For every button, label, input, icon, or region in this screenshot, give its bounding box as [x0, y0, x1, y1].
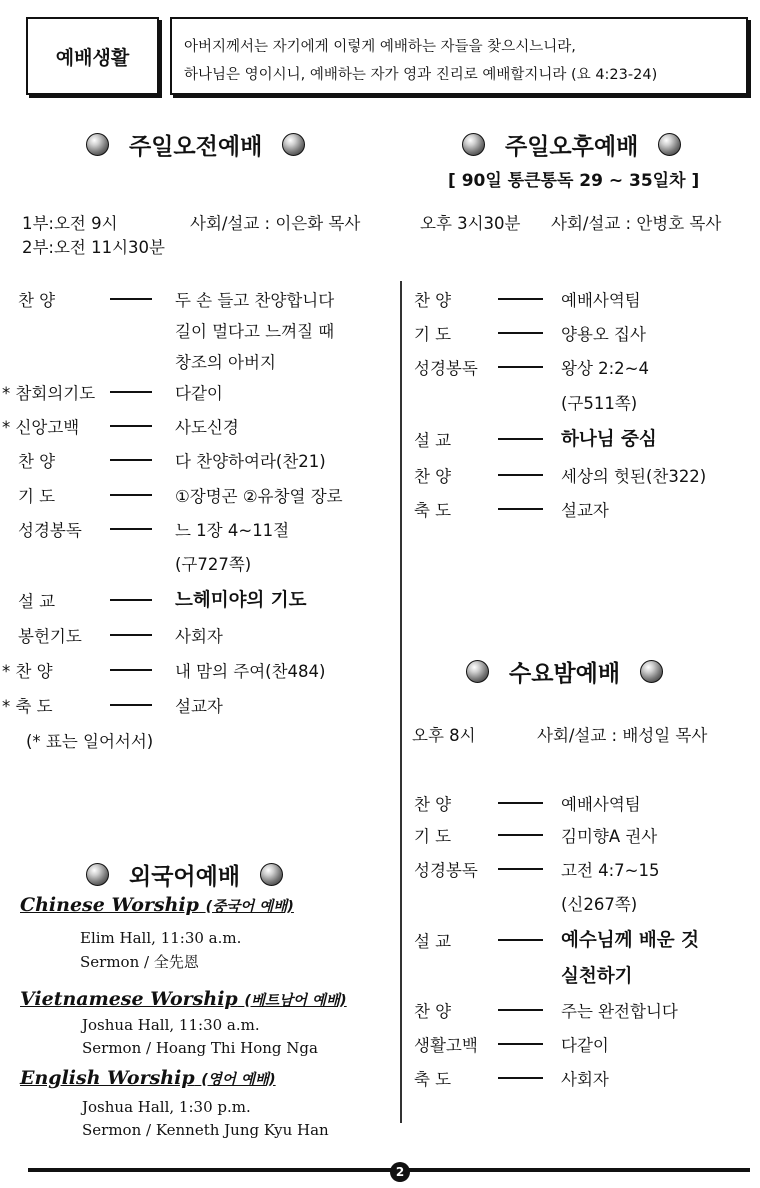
- dash-separator: [498, 298, 543, 300]
- vietnamese-worship-heading: [20, 988, 347, 1010]
- order-value: 김미향A 권사: [561, 827, 658, 846]
- morning-title-text: 주일오전예배: [129, 134, 263, 160]
- order-label: 봉헌기도: [18, 627, 82, 646]
- dash-separator: [498, 868, 543, 870]
- afternoon-time: 오후 3시30분: [420, 214, 521, 233]
- sermon-title: 실천하기: [561, 966, 633, 987]
- dash-separator: [498, 1077, 543, 1079]
- order-value: (구727쪽): [175, 555, 252, 574]
- afternoon-subtitle: [ 90일 통큰통독 29 ~ 35일차 ]: [448, 171, 700, 191]
- order-value: 다 찬양하여라(찬21): [175, 452, 326, 471]
- order-value: (구511쪽): [561, 394, 638, 413]
- chinese-sermon: Sermon / 全先恩: [80, 953, 199, 971]
- order-label: 찬 양: [18, 452, 56, 471]
- sermon-title: 느헤미야의 기도: [175, 590, 307, 611]
- dash-separator: [110, 459, 152, 461]
- dash-separator: [110, 704, 152, 706]
- order-value: 내 맘의 주여(찬484): [175, 662, 326, 681]
- service-korean: (중국어 예배): [205, 899, 294, 915]
- dash-separator: [110, 391, 152, 393]
- order-label: 성경봉독: [18, 521, 82, 540]
- order-label: 설 교: [18, 592, 56, 611]
- order-label: 찬 양: [18, 291, 56, 310]
- afternoon-leader: 사회/설교 : 안병호 목사: [551, 214, 722, 233]
- dash-separator: [110, 669, 152, 671]
- english-location: Joshua Hall, 1:30 p.m.: [82, 1098, 251, 1116]
- order-label: * 찬 양: [2, 662, 53, 681]
- order-label: 설 교: [414, 431, 452, 450]
- order-value: 세상의 헛된(찬322): [561, 467, 707, 486]
- dash-separator: [498, 332, 543, 334]
- wednesday-leader: 사회/설교 : 배성일 목사: [537, 726, 708, 745]
- order-value: 느 1장 4~11절: [175, 521, 290, 540]
- section-label-box: [26, 17, 159, 95]
- order-label: * 축 도: [2, 697, 53, 716]
- dash-separator: [110, 298, 152, 300]
- wednesday-time: 오후 8시: [412, 726, 476, 745]
- afternoon-title-text: 주일오후예배: [505, 134, 639, 160]
- dash-separator: [110, 634, 152, 636]
- dash-separator: [498, 366, 543, 368]
- order-value: 양용오 집사: [561, 325, 646, 344]
- dash-separator: [498, 1043, 543, 1045]
- vietnamese-sermon: Sermon / Hoang Thi Hong Nga: [82, 1039, 318, 1057]
- order-value: 창조의 아버지: [175, 353, 276, 372]
- service-korean: (영어 예배): [201, 1072, 276, 1088]
- order-label: 찬 양: [414, 1002, 452, 1021]
- order-label: * 참회의기도: [2, 384, 96, 403]
- dash-separator: [110, 528, 152, 530]
- afternoon-title: [462, 128, 681, 161]
- morning-time-2: 2부:오전 11시30분: [22, 238, 165, 257]
- bullet-ball-icon: [658, 133, 681, 156]
- verse-box: [170, 17, 748, 95]
- bullet-ball-icon: [462, 133, 485, 156]
- sermon-title: 예수님께 배운 것: [561, 930, 699, 951]
- dash-separator: [110, 425, 152, 427]
- page-number: 2: [390, 1162, 410, 1182]
- dash-separator: [110, 494, 152, 496]
- foreign-title-text: 외국어예배: [129, 864, 241, 890]
- order-value: 사회자: [561, 1070, 609, 1089]
- column-divider: [400, 281, 402, 1123]
- order-label: 찬 양: [414, 291, 452, 310]
- order-label: 축 도: [414, 1070, 452, 1089]
- foreign-title: [86, 858, 283, 891]
- order-value: 주는 완전합니다: [561, 1002, 678, 1021]
- dash-separator: [498, 834, 543, 836]
- order-label: * 신앙고백: [2, 418, 80, 437]
- morning-note: (* 표는 일어서서): [26, 732, 154, 751]
- service-korean: (베트남어 예배): [244, 993, 347, 1009]
- order-value: 예배사역팀: [561, 795, 641, 814]
- footer-rule: [28, 1168, 750, 1172]
- order-label: 찬 양: [414, 467, 452, 486]
- order-value: 설교자: [561, 501, 609, 520]
- order-label: 기 도: [414, 827, 452, 846]
- bullet-ball-icon: [260, 863, 283, 886]
- sermon-title: 하나님 중심: [561, 429, 657, 450]
- chinese-location: Elim Hall, 11:30 a.m.: [80, 929, 242, 947]
- order-label: 찬 양: [414, 795, 452, 814]
- order-label: 성경봉독: [414, 359, 478, 378]
- order-value: 왕상 2:2~4: [561, 359, 650, 378]
- english-worship-heading: [20, 1067, 276, 1089]
- bullet-ball-icon: [282, 133, 305, 156]
- english-sermon: Sermon / Kenneth Jung Kyu Han: [82, 1121, 329, 1139]
- order-label: 성경봉독: [414, 861, 478, 880]
- order-value: 다같이: [561, 1036, 609, 1055]
- vietnamese-location: Joshua Hall, 11:30 a.m.: [82, 1016, 260, 1034]
- verse-line-2: 하나님은 영이시니, 예배하는 자가 영과 진리로 예배할지니라 (요 4:23-24): [184, 67, 658, 83]
- order-value: 두 손 들고 찬양합니다: [175, 291, 335, 310]
- wednesday-title-text: 수요밤예배: [509, 661, 621, 687]
- morning-time-1: 1부:오전 9시: [22, 214, 118, 233]
- order-value: ①장명곤 ②유창열 장로: [175, 487, 343, 506]
- order-label: 생활고백: [414, 1036, 478, 1055]
- service-name: Chinese Worship: [20, 894, 199, 916]
- dash-separator: [498, 474, 543, 476]
- order-value: 길이 멀다고 느껴질 때: [175, 322, 335, 341]
- order-value: (신267쪽): [561, 895, 638, 914]
- order-label: 기 도: [18, 487, 56, 506]
- order-value: 설교자: [175, 697, 223, 716]
- order-value: 다같이: [175, 384, 223, 403]
- section-label: 예배생활: [55, 46, 130, 69]
- chinese-worship-heading: [20, 894, 294, 916]
- service-name: English Worship: [20, 1067, 195, 1089]
- dash-separator: [498, 802, 543, 804]
- bullet-ball-icon: [640, 660, 663, 683]
- dash-separator: [498, 939, 543, 941]
- dash-separator: [498, 1009, 543, 1011]
- verse-line-1: 아버지께서는 자기에게 이렇게 예배하는 자들을 찾으시느니라,: [184, 39, 576, 55]
- order-value: 사도신경: [175, 418, 239, 437]
- order-value: 고전 4:7~15: [561, 861, 660, 880]
- morning-leader: 사회/설교 : 이은화 목사: [190, 214, 361, 233]
- order-label: 기 도: [414, 325, 452, 344]
- service-name: Vietnamese Worship: [20, 988, 238, 1010]
- order-label: 축 도: [414, 501, 452, 520]
- dash-separator: [498, 508, 543, 510]
- bullet-ball-icon: [86, 133, 109, 156]
- dash-separator: [498, 438, 543, 440]
- order-label: 설 교: [414, 932, 452, 951]
- dash-separator: [110, 599, 152, 601]
- order-value: 예배사역팀: [561, 291, 641, 310]
- morning-title: [86, 128, 305, 161]
- bullet-ball-icon: [466, 660, 489, 683]
- order-value: 사회자: [175, 627, 223, 646]
- bullet-ball-icon: [86, 863, 109, 886]
- wednesday-title: [466, 655, 663, 688]
